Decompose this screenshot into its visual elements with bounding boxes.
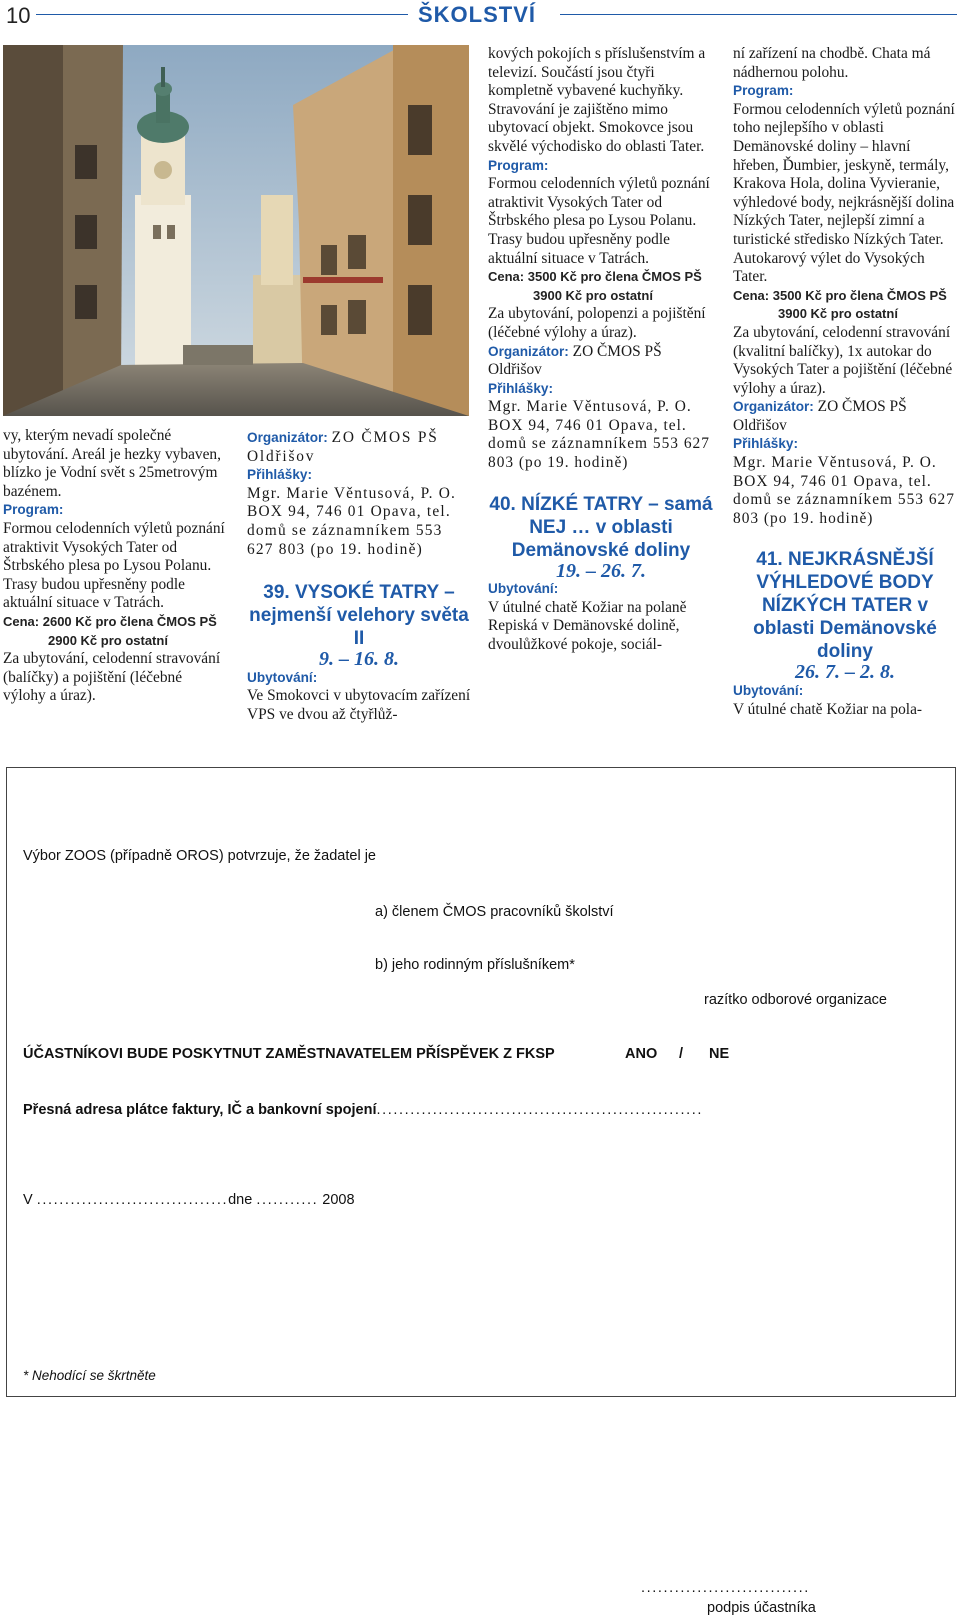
contact-text: Mgr. Marie Věntusová, P. O. BOX 94, 746 01 Opava, tel. domů se záznamníkem 553 627 803 (po 19. hodině)	[488, 398, 710, 472]
section-title: ŠKOLSTVÍ	[418, 2, 537, 27]
contact-text: Mgr. Marie Věntusová, P. O. BOX 94, 746 01 Opava, tel. domů se záznamníkem 553 627 803 (po 19. hodině)	[733, 454, 955, 527]
header-rule-right	[560, 14, 957, 15]
price-member: Cena: 3500 Kč pro člena ČMOS PŠ	[733, 287, 947, 303]
committee-confirmation: Výbor ZOOS (případně OROS) potvrzuje, že žadatel je	[23, 848, 376, 864]
program-text: Formou celodenních výletů poznání toho nejlepšího v oblasti Demänovské doliny – hlavní hřeben, Ďumbier, jeskyně, termály, Krakova Hola, dolina Vyvieranie, výhledové body, nejkrásnější dolina Nízkých Tater, nejlepší zimní a turistické středisko Nízkých Tater. Autokarový výlet do Vysokých Tater.	[733, 100, 955, 286]
trip-date-39: 9. – 16. 8.	[319, 648, 399, 671]
organizer-text: ZO ČMOS PŠ Oldřišov	[488, 342, 662, 379]
includes-text: Za ubytování, celodenní stravování (kvalitní balíčky), 1x autokar do Vysokých Tater a pojištění (léčebné výlohy a úraz).	[733, 323, 953, 397]
applications-label: Přihlášky:	[247, 467, 312, 483]
organizer-text: ZO ČMOS PŠ Oldřišov	[247, 429, 439, 465]
contact-text: Mgr. Marie Věntusová, P. O. BOX 94, 746 01 Opava, tel. domů se záznamníkem 553 627 803 (po 19. hodině)	[247, 484, 457, 558]
invoice-label: Přesná adresa plátce faktury, IČ a bankovní spojení	[23, 1102, 377, 1118]
place-date-line[interactable]	[23, 1192, 355, 1208]
place-dots: ..................................	[36, 1192, 229, 1208]
program-text: Formou celodenních výletů poznání atraktivit Vysokých Tater od Štrbského plesa po Lysou Polanu. Trasy budou upřesněny podle aktuální situace v Tatrách.	[488, 175, 710, 267]
option-family-member[interactable]: b) jeho rodinným příslušníkem*	[375, 957, 575, 973]
header-rule-left	[36, 14, 408, 15]
place-label: V	[23, 1192, 33, 1208]
option-member[interactable]: a) členem ČMOS pracovníků školství	[375, 904, 614, 920]
price-other: 3900 Kč pro ostatní	[778, 306, 898, 322]
body-text: ní zařízení na chodbě. Chata má nádhernou polohu.	[733, 45, 931, 81]
organizer-label: Organizátor:	[247, 430, 328, 445]
column-3	[488, 45, 714, 655]
date-dots: ...........	[256, 1192, 319, 1208]
program-text: Formou celodenních výletů poznání atraktivit Vysokých Tater od Štrbského plesa po Lysou Polanu. Trasy budou upřesněny podle aktuální situace v Tatrách.	[3, 519, 225, 612]
organizer-label: Organizátor:	[488, 343, 569, 359]
organizer-label: Organizátor:	[733, 399, 814, 415]
body-text: kových pokojích s příslušenstvím a televizí. Součástí jsou čtyři kompletně vybavené kuchyňky. Stravování je zajištěno mimo ubytovací objekt. Smokovce jsou skvělé východisko do oblasti Tater.	[488, 45, 706, 155]
column-1	[3, 427, 227, 706]
includes-text: Za ubytování, celodenní stravování (balíčky) a pojištění (léčebné výlohy a úraz).	[3, 650, 221, 705]
invoice-line[interactable]	[23, 1102, 703, 1118]
column-4	[733, 45, 957, 719]
accommodation-text: Ve Smokovci v ubytovacím zařízení VPS ve dvou až čtyřlůž-	[247, 687, 471, 723]
program-label: Program:	[488, 157, 549, 173]
price-other: 3900 Kč pro ostatní	[533, 287, 653, 303]
answer-separator: /	[679, 1046, 684, 1062]
trip-title-41: 41. NEJKRÁSNĚJŠÍ VÝHLEDOVÉ BODY NÍZKÝCH TATER v oblasti Demänovské doliny	[753, 549, 937, 663]
answer-yes[interactable]: ANO	[625, 1046, 658, 1062]
trip-date-40: 19. – 26. 7.	[556, 559, 646, 582]
answer-no[interactable]: NE	[709, 1046, 730, 1062]
price-member: Cena: 2600 Kč pro člena ČMOS PŠ	[3, 613, 217, 629]
organizer-text: ZO ČMOS PŠ Oldřišov	[733, 398, 907, 434]
date-label: dne	[228, 1192, 253, 1208]
program-label: Program:	[3, 502, 64, 518]
price-other: 2900 Kč pro ostatní	[48, 632, 168, 648]
trip-title-39: 39. VYSOKÉ TATRY – nejmenší velehory světa II	[249, 582, 469, 650]
application-form	[6, 767, 956, 1616]
page-number: 10	[6, 3, 31, 28]
footnote: * Nehodící se škrtněte	[23, 1368, 156, 1383]
year: 2008	[322, 1192, 355, 1208]
signature-label: podpis účastníka	[707, 1600, 816, 1616]
accommodation-text: V útulné chatě Kožiar na polaně Repiská v Demänovské dolině, dvoulůžkové pokoje, sociál-	[488, 598, 687, 654]
accommodation-label: Ubytování:	[733, 683, 804, 699]
stamp-label: razítko odborové organizace	[704, 992, 887, 1008]
applications-label: Přihlášky:	[733, 436, 798, 452]
accommodation-label: Ubytování:	[488, 581, 559, 597]
price-member: Cena: 3500 Kč pro člena ČMOS PŠ	[488, 269, 702, 285]
invoice-dots: ..........................................................	[376, 1102, 703, 1118]
body-text: vy, kterým nevadí společné ubytování. Areál je hezky vybaven, blízko je Vodní svět s 25metrovým bazénem.	[3, 427, 221, 500]
includes-text: Za ubytování, polopenzi a pojištění (léčebné výlohy a úraz).	[488, 305, 706, 341]
trip-date-41: 26. 7. – 2. 8.	[795, 661, 895, 684]
fksp-contribution: ÚČASTNÍKOVI BUDE POSKYTNUT ZAMĚSTNAVATELEM PŘÍSPĚVEK Z FKSP	[23, 1046, 555, 1062]
program-label: Program:	[733, 83, 794, 99]
signature-dots[interactable]: ..............................	[641, 1580, 810, 1596]
accommodation-text: V útulné chatě Kožiar na pola-	[733, 700, 923, 718]
street-photo	[3, 45, 469, 416]
column-2	[247, 429, 471, 725]
accommodation-label: Ubytování:	[247, 669, 318, 685]
applications-label: Přihlášky:	[488, 380, 553, 396]
trip-title-40: 40. NÍZKÉ TATRY – samá NEJ … v oblasti Demänovské doliny	[489, 493, 713, 561]
